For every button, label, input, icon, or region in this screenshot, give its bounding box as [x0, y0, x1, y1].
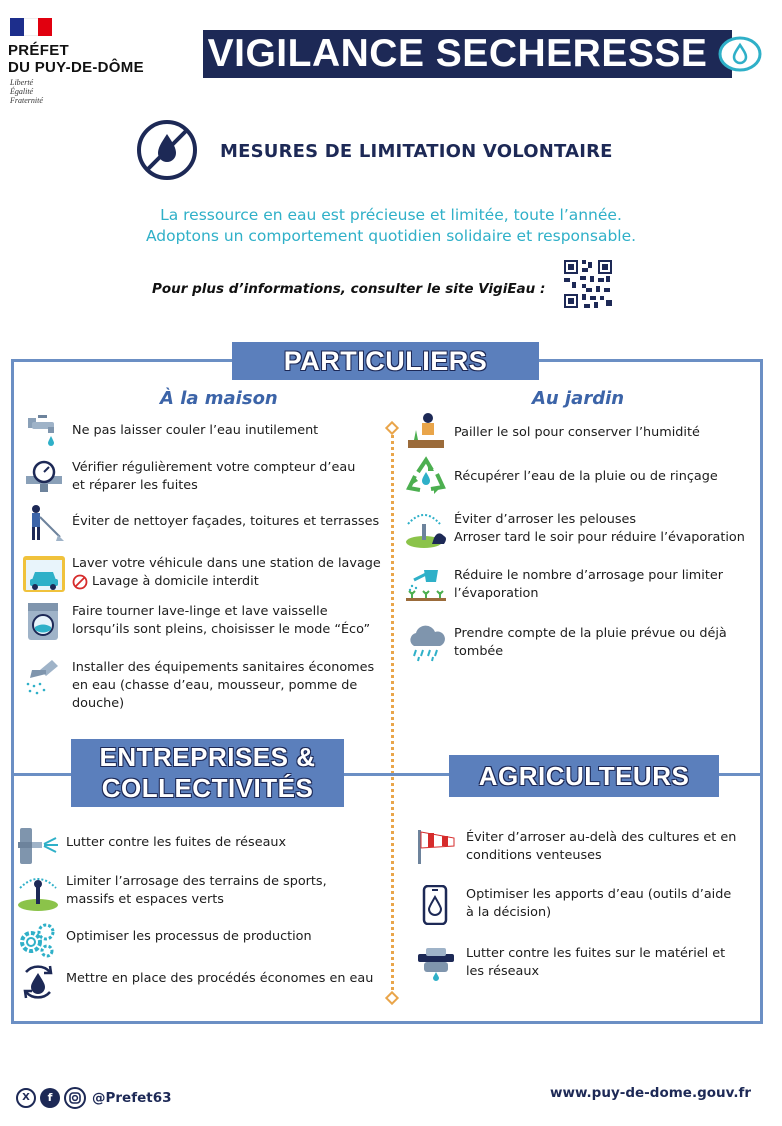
list-item [22, 554, 381, 594]
social-handle[interactable]: @Prefet63 [92, 1090, 172, 1106]
recycle-drop-icon [404, 456, 448, 496]
instagram-icon[interactable] [64, 1087, 86, 1109]
republic-motto [10, 78, 43, 105]
item-text-line2: et réparer les fuites [72, 478, 198, 493]
list-item [404, 510, 745, 550]
intro-line2: Adoptons un comportement quotidien solidaire et responsable. [145, 227, 637, 245]
shower-icon [22, 658, 66, 698]
website-link[interactable]: www.puy-de-dome.gouv.fr [550, 1085, 751, 1101]
item-text-line1: Éviter d’arroser les pelouses [454, 512, 637, 527]
item-text-line2: en eau (chasse d’eau, mousseur, pomme de [72, 678, 358, 693]
info-line: Pour plus d’informations, consulter le site VigiEau : [152, 281, 546, 297]
list-item [22, 602, 370, 642]
section-particuliers: PARTICULIERS [232, 342, 539, 380]
divider-line-left [14, 773, 71, 776]
item-text: Mettre en place des procédés économes en eau [66, 971, 374, 986]
list-item [416, 828, 736, 868]
phone-drop-icon [416, 885, 460, 925]
item-text-line1: Installer des équipements sanitaires économes [72, 660, 375, 675]
list-item [16, 962, 373, 1002]
item-text: Ne pas laisser couler l’eau inutilement [72, 423, 319, 438]
item-text-line2: conditions venteuses [466, 848, 602, 863]
list-item [16, 872, 327, 912]
car-wash-icon [22, 554, 66, 594]
item-text-line1: Laver votre véhicule dans une station de lavage [72, 556, 381, 571]
windsock-icon [416, 828, 460, 868]
item-text: Lutter contre les fuites de réseaux [66, 835, 287, 850]
divider-line-right [719, 773, 760, 776]
leaking-pipe-icon [16, 826, 60, 866]
item-text-line2: Lavage à domicile interdit [92, 574, 259, 589]
list-item [16, 826, 286, 866]
vigieau-qr-code[interactable] [562, 258, 614, 310]
divider-line-middle [344, 773, 449, 776]
heading-au-jardin: Au jardin [532, 388, 625, 409]
item-text-line1: Prendre compte de la pluie prévue ou déjà [454, 626, 727, 641]
faucet-icon [22, 412, 66, 452]
motto-fraternite: Fraternité [10, 96, 43, 105]
cycle-drop-icon [16, 962, 60, 1002]
subtitle: MESURES DE LIMITATION VOLONTAIRE [220, 141, 613, 162]
item-text: Éviter de nettoyer façades, toitures et terrasses [72, 514, 380, 529]
facebook-icon[interactable]: f [40, 1088, 60, 1108]
section-title-line2: COLLECTIVITÉS [101, 773, 314, 803]
social-links [16, 1087, 171, 1109]
section-agriculteurs: AGRICULTEURS [449, 755, 719, 797]
item-text-line1: Limiter l’arrosage des terrains de sports, [66, 874, 327, 889]
item-text-line2: massifs et espaces verts [66, 892, 224, 907]
item-text-line1: Réduire le nombre d’arrosage pour limiter [454, 568, 723, 583]
lawn-sprinkler-icon [404, 510, 448, 550]
intro-text [0, 205, 782, 247]
prefet-line1: PRÉFET [8, 42, 69, 59]
list-item [22, 503, 379, 543]
list-item [404, 624, 727, 664]
list-item [416, 885, 731, 925]
item-text-line2: les réseaux [466, 964, 540, 979]
no-water-icon [135, 118, 199, 182]
item-text-line1: Lutter contre les fuites sur le matériel et [466, 946, 726, 961]
gears-icon [16, 920, 60, 960]
motto-egalite: Égalité [10, 87, 34, 96]
equipment-leak-icon [416, 944, 460, 984]
list-item [16, 920, 312, 960]
rain-cloud-icon [404, 624, 448, 664]
list-item [22, 658, 374, 713]
intro-line1: La ressource en eau est précieuse et limitée, toute l’année. [160, 206, 622, 224]
forbidden-icon [72, 574, 88, 590]
item-text-line2: lorsqu’ils sont pleins, choisisser le mode “Éco” [72, 622, 371, 637]
item-text: Pailler le sol pour conserver l’humidité [454, 425, 700, 440]
section-title-line1: ENTREPRISES & [99, 742, 316, 772]
column-separator [391, 428, 395, 998]
item-text: Optimiser les processus de production [66, 929, 312, 944]
item-text-line2: à la décision) [466, 905, 552, 920]
sports-sprinkler-icon [16, 872, 60, 912]
water-meter-icon [22, 458, 66, 498]
list-item [22, 458, 355, 498]
item-text-line2: l’évaporation [454, 586, 539, 601]
item-text-line1: Faire tourner lave-linge et lave vaisselle [72, 604, 328, 619]
item-text-line1: Optimiser les apports d’eau (outils d’aide [466, 887, 732, 902]
item-text-line1: Éviter d’arroser au-delà des cultures et en [466, 830, 737, 845]
item-text: Récupérer l’eau de la pluie ou de rinçage [454, 469, 718, 484]
list-item [404, 566, 723, 606]
section-entreprises-collectivites [71, 739, 344, 807]
gardener-icon [404, 412, 448, 452]
motto-liberte: Liberté [10, 78, 34, 87]
list-item [22, 412, 318, 452]
item-text-line2: tombée [454, 644, 504, 659]
list-item [404, 412, 700, 452]
washing-machine-icon [22, 602, 66, 642]
drop-badge-icon [712, 34, 762, 74]
main-title: VIGILANCE SECHERESSE [203, 30, 732, 78]
prefet-title [8, 42, 144, 76]
item-text-line3: douche) [72, 696, 125, 711]
item-text-line2: Arroser tard le soir pour réduire l’évaporation [454, 530, 745, 545]
republic-flag-logo [10, 18, 52, 36]
prefet-line2: DU PUY-DE-DÔME [8, 59, 144, 76]
watering-can-icon [404, 566, 448, 606]
x-social-icon[interactable]: X [16, 1088, 36, 1108]
heading-a-la-maison: À la maison [160, 388, 278, 409]
list-item [416, 944, 725, 984]
cleaner-icon [22, 503, 66, 543]
list-item [404, 456, 718, 496]
item-text-line1: Vérifier régulièrement votre compteur d’eau [72, 460, 356, 475]
